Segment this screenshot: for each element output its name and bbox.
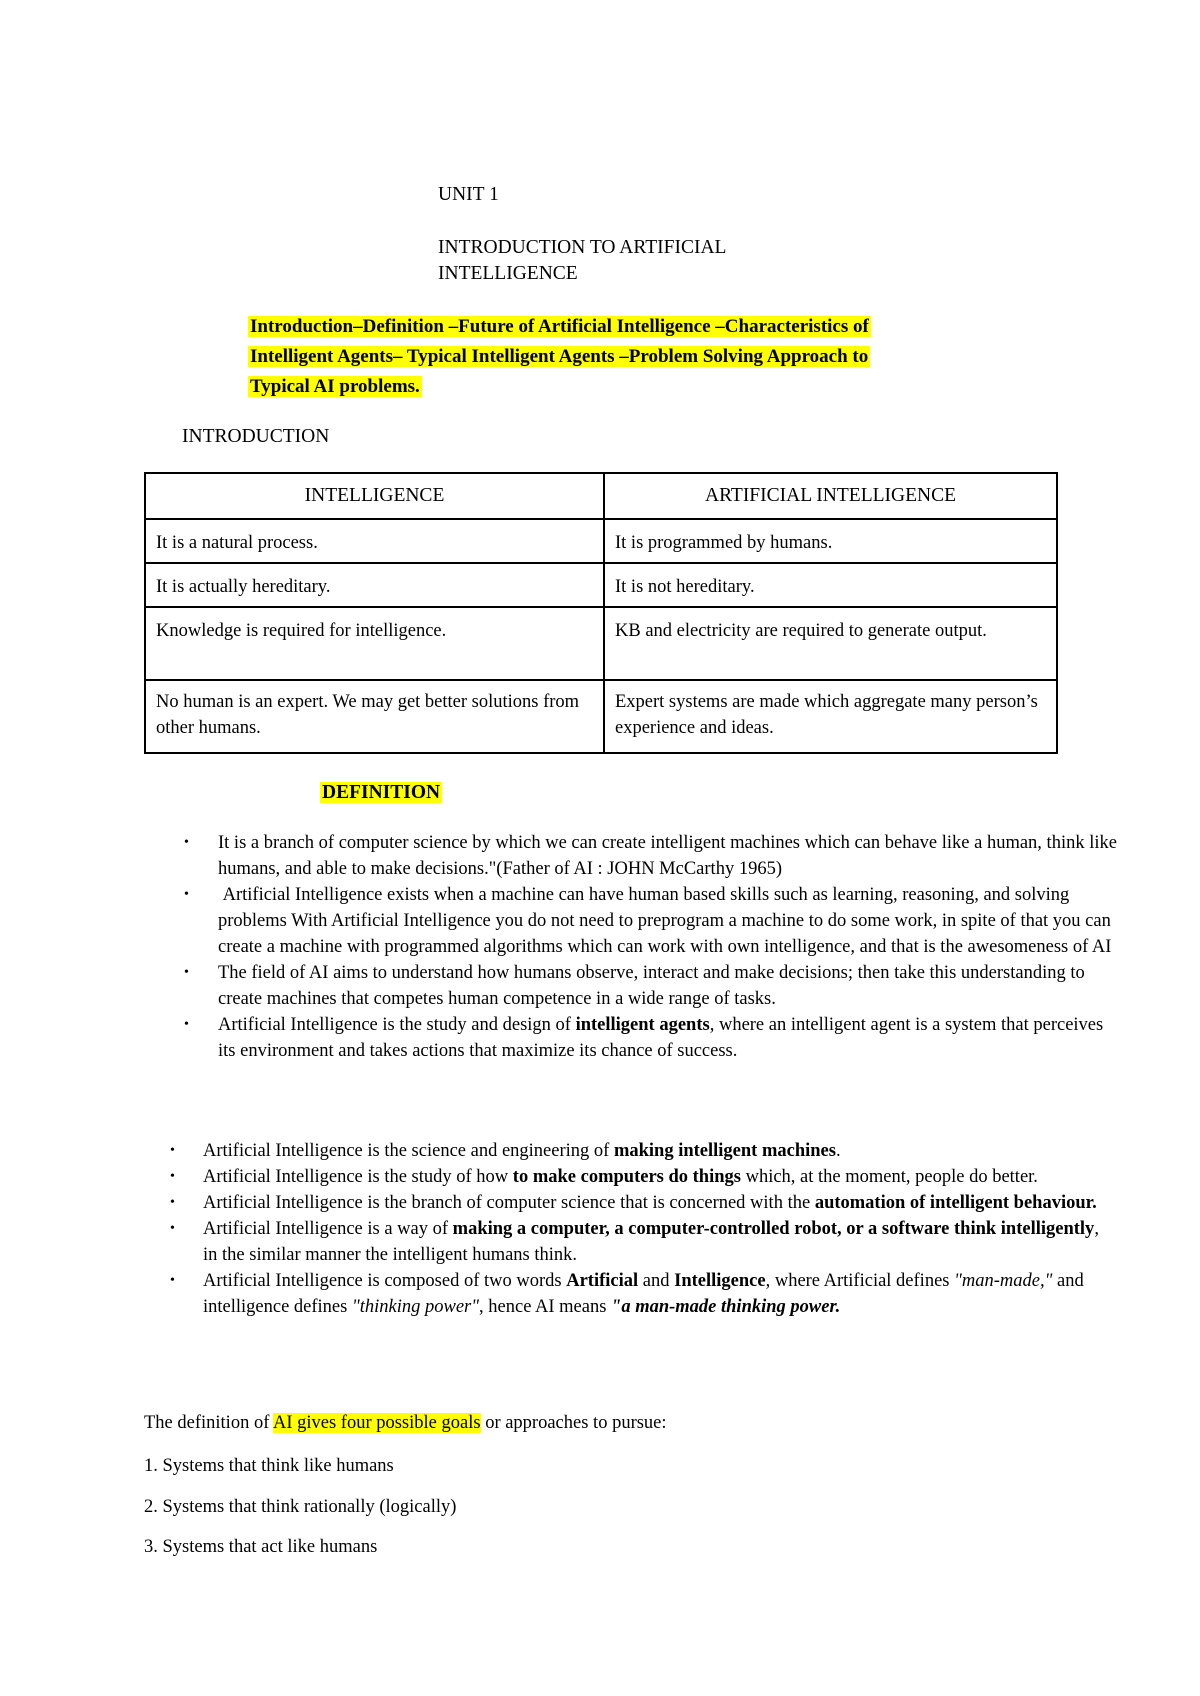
table-row	[145, 519, 1057, 563]
syllabus-line-2: Intelligent Agents– Typical Intelligent Agents –Problem Solving Approach to	[250, 346, 869, 367]
document-title-line-2: INTELLIGENCE	[438, 263, 578, 284]
definition-list-b	[170, 1138, 1113, 1320]
syllabus-line-3: Typical AI problems.	[250, 376, 420, 397]
list-item-text: , in the similar manner the intelligent humans think.	[203, 1219, 1099, 1265]
list-item	[184, 1012, 1118, 1064]
list-item-text: Artificial Intelligence is a way of	[203, 1219, 453, 1239]
list-item-text: Artificial Intelligence is the study of how	[203, 1167, 513, 1187]
list-item-text: Artificial Intelligence is the science and engineering of	[203, 1141, 614, 1161]
list-item	[170, 1138, 1113, 1164]
definition-heading	[320, 780, 442, 806]
bullet-icon: •	[170, 1143, 175, 1158]
list-item	[184, 830, 1118, 882]
list-item-text: , hence AI means	[479, 1297, 612, 1317]
bullet-icon: •	[184, 1017, 189, 1032]
italic-term: "man-made,"	[954, 1271, 1053, 1291]
list-item	[184, 882, 1118, 960]
introduction-heading: INTRODUCTION	[182, 426, 330, 447]
bold-term: Intelligence	[674, 1271, 766, 1291]
table-row	[145, 680, 1057, 753]
column-header-artificial-intelligence: ARTIFICIAL INTELLIGENCE	[604, 473, 1057, 519]
syllabus-topics	[248, 312, 1008, 402]
goals-intro-text: The definition of	[144, 1413, 273, 1433]
bullet-icon: •	[184, 835, 189, 850]
document-title-line-1: INTRODUCTION TO ARTIFICIAL	[438, 237, 727, 258]
highlighted-phrase: AI gives four possible goals	[272, 1413, 481, 1433]
table-cell: KB and electricity are required to generate output.	[604, 607, 1057, 680]
bold-term: Artificial	[566, 1271, 639, 1291]
table-cell: It is a natural process.	[145, 519, 604, 563]
table-row	[145, 607, 1057, 680]
bullet-icon: •	[170, 1273, 175, 1288]
list-item-text: The field of AI aims to understand how humans observe, interact and make decisions; then take this understanding to create machines that competes human competence in a wide range of tasks.	[218, 963, 1085, 1009]
list-item-text: .	[835, 1141, 841, 1161]
bold-term: making intelligent machines	[613, 1141, 836, 1161]
table-cell: It is not hereditary.	[604, 563, 1057, 607]
table-row	[145, 563, 1057, 607]
list-item-text: It is a branch of computer science by which we can create intelligent machines which can behave like a human, think like humans, and able to make decisions."(Father of AI : JOHN McCarthy 1965)	[218, 833, 1117, 879]
column-header-intelligence: INTELLIGENCE	[145, 473, 604, 519]
list-item	[170, 1190, 1113, 1216]
bold-term: automation of intelligent behaviour.	[814, 1193, 1097, 1213]
list-item-text: Artificial Intelligence is the study and design of	[218, 1015, 576, 1035]
bold-term: making a computer, a computer-controlled robot, or a software think intelligently	[452, 1219, 1095, 1239]
list-item-text: and	[638, 1271, 675, 1291]
syllabus-line-1: Introduction–Definition –Future of Artificial Intelligence –Characteristics of	[250, 316, 869, 337]
list-item	[170, 1216, 1113, 1268]
definition-heading-text: DEFINITION	[322, 782, 441, 803]
bullet-icon: •	[170, 1221, 175, 1236]
bold-term: to make computers do things	[512, 1167, 741, 1187]
list-item-text: and intelligence defines	[203, 1271, 1084, 1317]
table-cell: Expert systems are made which aggregate many person’s experience and ideas.	[604, 680, 1057, 753]
italic-term: "thinking power"	[351, 1297, 480, 1317]
unit-label: UNIT 1	[438, 184, 499, 205]
bullet-icon: •	[170, 1169, 175, 1184]
goal-item-3: 3. Systems that act like humans	[144, 1537, 378, 1557]
list-item-text: which, at the moment, people do better.	[740, 1167, 1038, 1187]
table-cell: No human is an expert. We may get better solutions from other humans.	[145, 680, 604, 753]
list-item	[184, 960, 1118, 1012]
list-item-text: , where Artificial defines	[765, 1271, 955, 1291]
list-item	[170, 1164, 1113, 1190]
comparison-table	[144, 472, 1058, 754]
goals-intro-paragraph	[144, 1410, 667, 1436]
goal-item-1: 1. Systems that think like humans	[144, 1456, 394, 1476]
table-cell: It is programmed by humans.	[604, 519, 1057, 563]
table-cell: Knowledge is required for intelligence.	[145, 607, 604, 680]
table-cell: It is actually hereditary.	[145, 563, 604, 607]
list-item-text: Artificial Intelligence is the branch of computer science that is concerned with the	[203, 1193, 815, 1213]
goals-intro-text: or approaches to pursue:	[480, 1413, 667, 1433]
definition-list-a	[184, 830, 1118, 1064]
list-item-text: Artificial Intelligence exists when a machine can have human based skills such as learning, reasoning, and solving problems With Artificial Intelligence you do not need to preprogram a machine to do some work, in spite of that you can create a machine with programmed algorithms which can work with own intelligence, and that is the awesomeness of AI	[218, 885, 1116, 957]
table-header-row	[145, 473, 1057, 519]
goal-item-2: 2. Systems that think rationally (logically)	[144, 1497, 457, 1517]
bold-term: intelligent agents	[575, 1015, 710, 1035]
list-item-text: Artificial Intelligence is composed of two words	[203, 1271, 567, 1291]
bullet-icon: •	[184, 887, 189, 902]
bullet-icon: •	[170, 1195, 175, 1210]
bold-italic-term: "a man-made thinking power.	[611, 1297, 841, 1317]
list-item	[170, 1268, 1113, 1320]
list-item-text: , where an intelligent agent is a system that perceives its environment and takes actions that maximize its chance of success.	[218, 1015, 1104, 1061]
bullet-icon: •	[184, 965, 189, 980]
